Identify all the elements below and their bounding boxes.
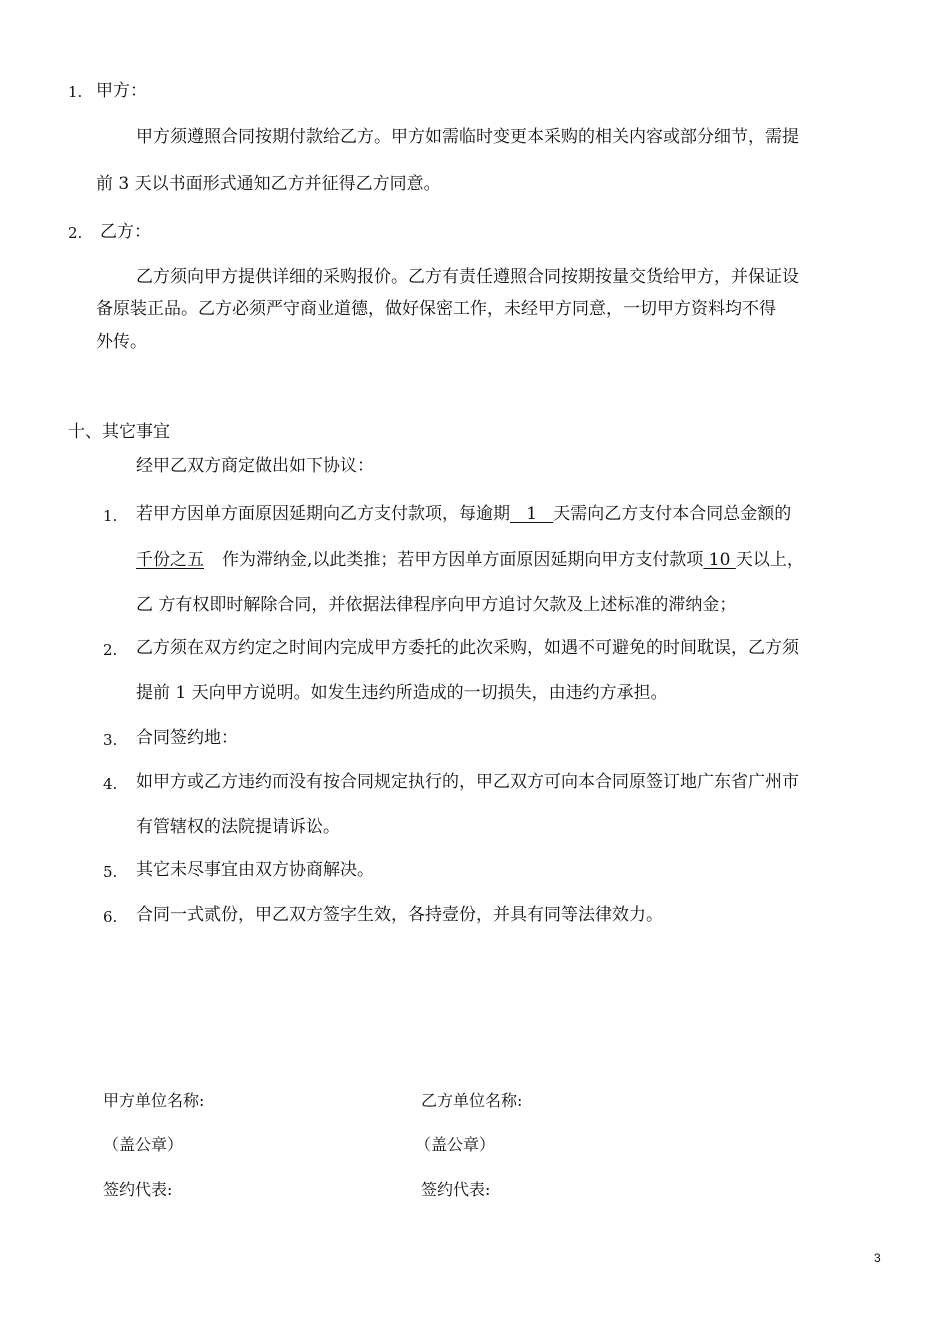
item-number: 1. [103,507,118,525]
party-a-name-label: 甲方单位名称: [103,1091,205,1110]
item-number: 5. [103,863,118,881]
page-number: 3 [874,1251,881,1265]
item-number: 3. [103,731,118,749]
paragraph-line [136,502,791,526]
party-a-representative-label: 签约代表: [103,1180,173,1199]
text-segment: 作为滞纳金,以此类推；若甲方因单方面原因延期向甲方支付款项 [222,550,704,570]
paragraph-line: 合同一式贰份，甲乙双方签字生效，各持壹份，并具有同等法律效力。 [136,905,663,925]
paragraph-line: 乙 方有权即时解除合同，并依据法律程序向甲方追讨欠款及上述标准的滞纳金； [136,595,737,615]
paragraph-line: 前 3 天以书面形式通知乙方并征得乙方同意。 [96,174,441,194]
paragraph-line: 其它未尽事宜由双方协商解决。 [136,860,374,880]
paragraph-line: 外传。 [96,332,147,352]
item-number: 2. [68,224,83,242]
party-b-representative-label: 签约代表: [421,1180,491,1199]
item-number: 2. [103,641,118,659]
text-segment: 天需向乙方支付本合同总金额的 [553,504,792,524]
paragraph-line: 有管辖权的法院提请诉讼。 [136,817,340,837]
paragraph-line: 备原装正品。乙方必须严守商业道德，做好保密工作，未经甲方同意，一切甲方资料均不得 [96,299,776,319]
paragraph-line: 乙方须在双方约定之时间内完成甲方委托的此次采购，如遇不可避免的时间耽误，乙方须 [136,638,799,658]
item-title: 甲方： [96,81,147,101]
fill-blank-days-limit: 10 [703,550,736,570]
fill-blank-days: 1 [510,504,554,524]
party-b-name-label: 乙方单位名称: [421,1091,523,1110]
party-a-seal: （盖公章） [103,1135,184,1154]
paragraph-line: 甲方须遵照合同按期付款给乙方。甲方如需临时变更本采购的相关内容或部分细节，需提 [136,127,799,147]
paragraph-line: 合同签约地： [136,728,238,748]
item-number: 6. [103,908,118,926]
party-b-seal: （盖公章） [415,1135,496,1154]
text-segment: 天以上， [735,550,804,570]
section-heading: 十、其它事宜 [68,422,170,442]
item-title: 乙方： [100,222,151,242]
section-intro: 经甲乙双方商定做出如下协议： [136,456,374,476]
item-number: 4. [103,775,118,793]
fill-blank-rate: 千份之五 [136,550,204,570]
paragraph-line: 如甲方或乙方违约而没有按合同规定执行的，甲乙双方可向本合同原签订地广东省广州市 [136,772,799,792]
item-number: 1. [68,83,83,101]
paragraph-line: 乙方须向甲方提供详细的采购报价。乙方有责任遵照合同按期按量交货给甲方，并保证设 [136,267,799,287]
text-segment: 若甲方因单方面原因延期向乙方支付款项，每逾期 [136,504,510,524]
paragraph-line [136,548,804,572]
paragraph-line: 提前 1 天向甲方说明。如发生违约所造成的一切损失，由违约方承担。 [136,683,668,703]
